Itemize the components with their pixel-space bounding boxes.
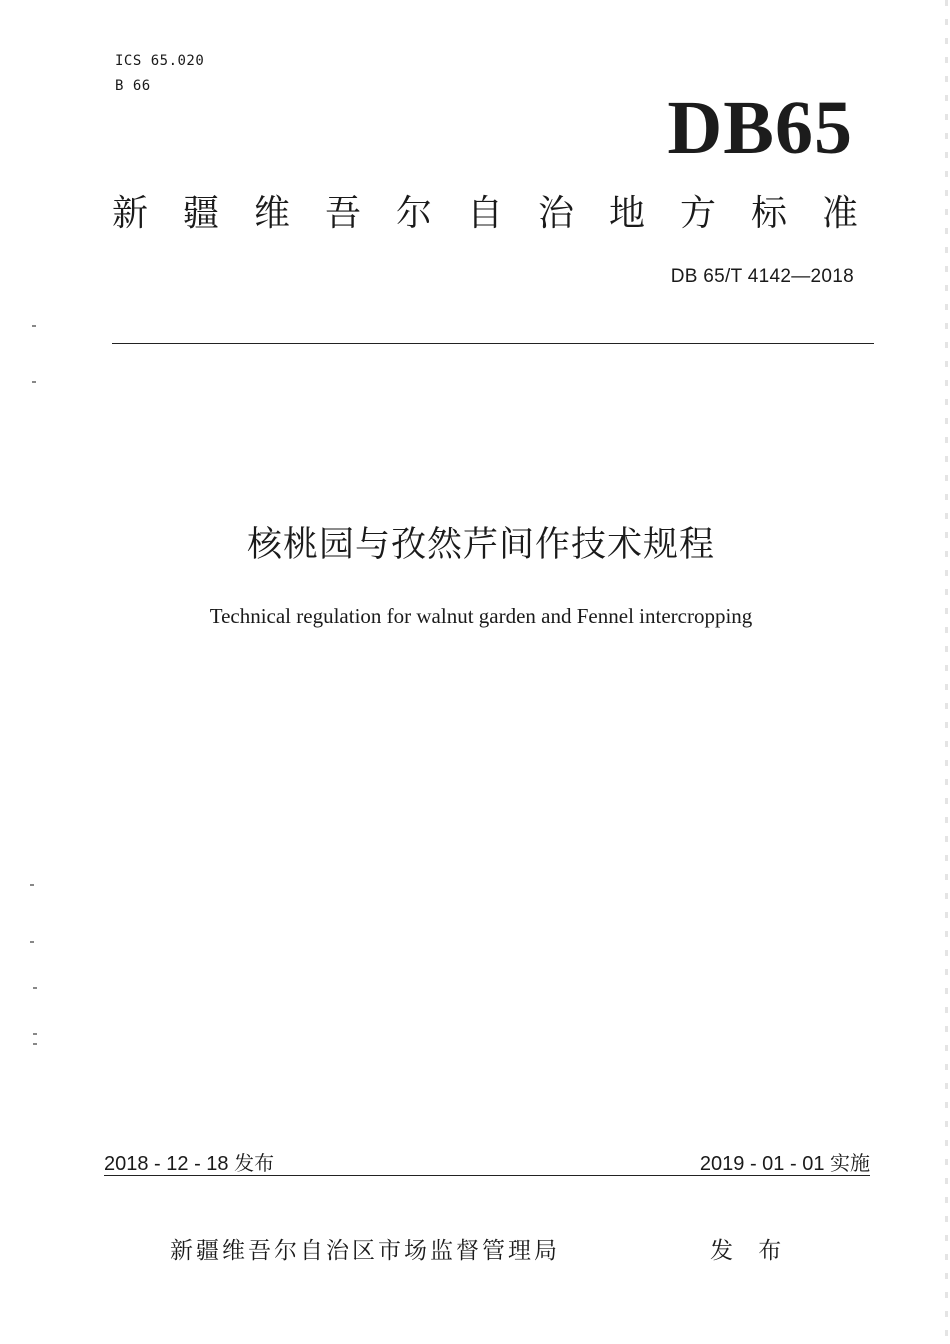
standard-category: 新疆维吾尔自治地方标准 [112,193,894,234]
header-divider [112,343,874,344]
document-title-english: Technical regulation for walnut garden and Fennel intercropping [209,604,753,628]
document-title-chinese: 核桃园与孜然芹间作技术规程 [246,525,715,565]
classification-code: B 66 [115,78,151,94]
issuing-authority: 新疆维吾尔自治区市场监督管理局 [170,1238,560,1264]
scan-mark [32,325,36,327]
ics-code: ICS 65.020 [115,53,205,69]
scan-mark [33,1033,37,1035]
issue-label: 发 布 [710,1238,791,1264]
scan-mark [32,381,36,383]
standard-number: DB 65/T 4142—2018 [670,266,854,287]
scan-mark [33,987,37,989]
issue-date: 2018 - 12 - 18 发布 [104,1153,275,1175]
scan-edge [945,0,948,1344]
implementation-date: 2019 - 01 - 01 实施 [699,1153,870,1175]
scan-mark [30,884,34,886]
footer-divider [104,1175,870,1176]
scan-mark [30,941,34,943]
db-logo: DB65 [667,86,853,170]
scan-mark [33,1043,37,1045]
